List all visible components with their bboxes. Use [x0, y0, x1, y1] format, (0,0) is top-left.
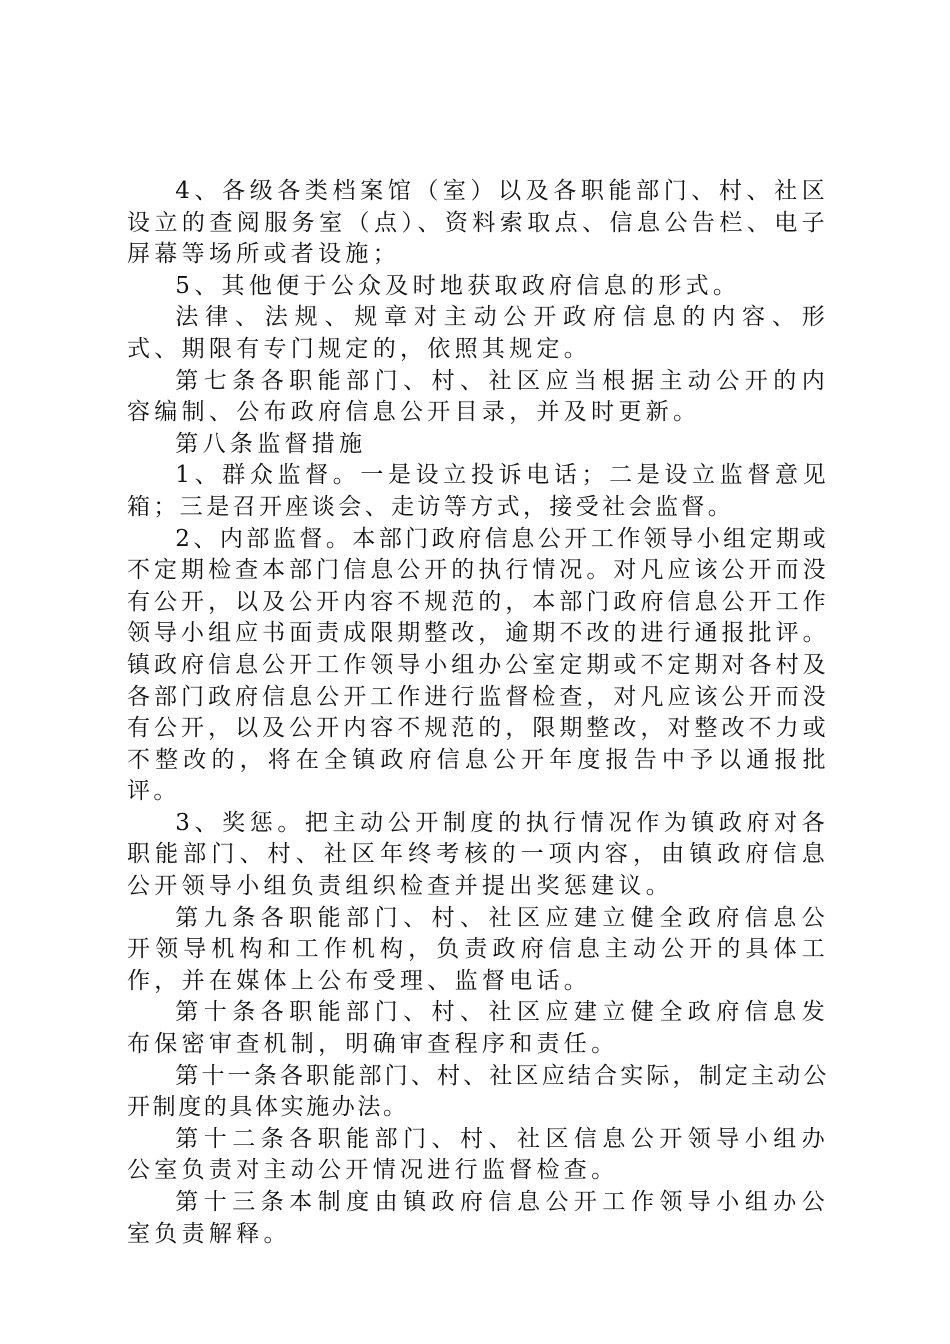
paragraph-legal-provisions: 法律、法规、规章对主动公开政府信息的内容、形式、期限有专门规定的，依照其规定。 [127, 304, 829, 362]
paragraph-article-13: 第十三条本制度由镇政府信息公开工作领导小组办公室负责解释。 [127, 1189, 829, 1247]
paragraph-article-11: 第十一条各职能部门、村、社区应结合实际，制定主动公开制度的具体实施办法。 [127, 1062, 829, 1121]
paragraph-article-8: 第八条监督措施 [175, 430, 367, 457]
paragraph-article-12: 第十二条各职能部门、村、社区信息公开领导小组办公室负责对主动公开情况进行监督检查。 [127, 1125, 829, 1184]
paragraph-article-7: 第七条各职能部门、村、社区应当根据主动公开的内容编制、公布政府信息公开目录，并及时更新。 [127, 367, 829, 426]
paragraph-article-10: 第十条各职能部门、村、社区应建立健全政府信息发布保密审查机制，明确审查程序和责任。 [127, 999, 829, 1058]
paragraph-internal-supervision: 2、内部监督。本部门政府信息公开工作领导小组定期或不定期检查本部门信息公开的执行情况。对凡应该公开而没有公开，以及公开内容不规范的，本部门政府信息公开工作领导小组应书面责成限期整改，逾期不改的进行通报批评。镇政府信息公开工作领导小组办公室定期或不定期对各村及各部门政府信息公开工作进行监督检查，对凡应该公开而没有公开，以及公开内容不规范的，限期整改，对整改不力或不整改的，将在全镇政府信息公开年度报告中予以通报批评。 [127, 525, 829, 805]
paragraph-public-supervision: 1、群众监督。一是设立投诉电话；二是设立监督意见箱；三是召开座谈会、走访等方式，接受社会监督。 [127, 462, 829, 520]
paragraph-rewards-penalties: 3、奖惩。把主动公开制度的执行情况作为镇政府对各职能部门、村、社区年终考核的一项内容，由镇政府信息公开领导小组负责组织检查并提出奖惩建议。 [127, 809, 829, 900]
paragraph-item-5: 5、其他便于公众及时地获取政府信息的形式。 [175, 272, 741, 299]
paragraph-item-4: 4、各级各类档案馆（室）以及各职能部门、村、社区设立的查阅服务室（点）、资料索取点、信息公告栏、电子屏幕等场所或者设施； [127, 178, 829, 268]
paragraph-article-9: 第九条各职能部门、村、社区应建立健全政府信息公开领导机构和工作机构，负责政府信息主动公开的具体工作，并在媒体上公布受理、监督电话。 [127, 904, 829, 994]
document-body [127, 176, 829, 1250]
